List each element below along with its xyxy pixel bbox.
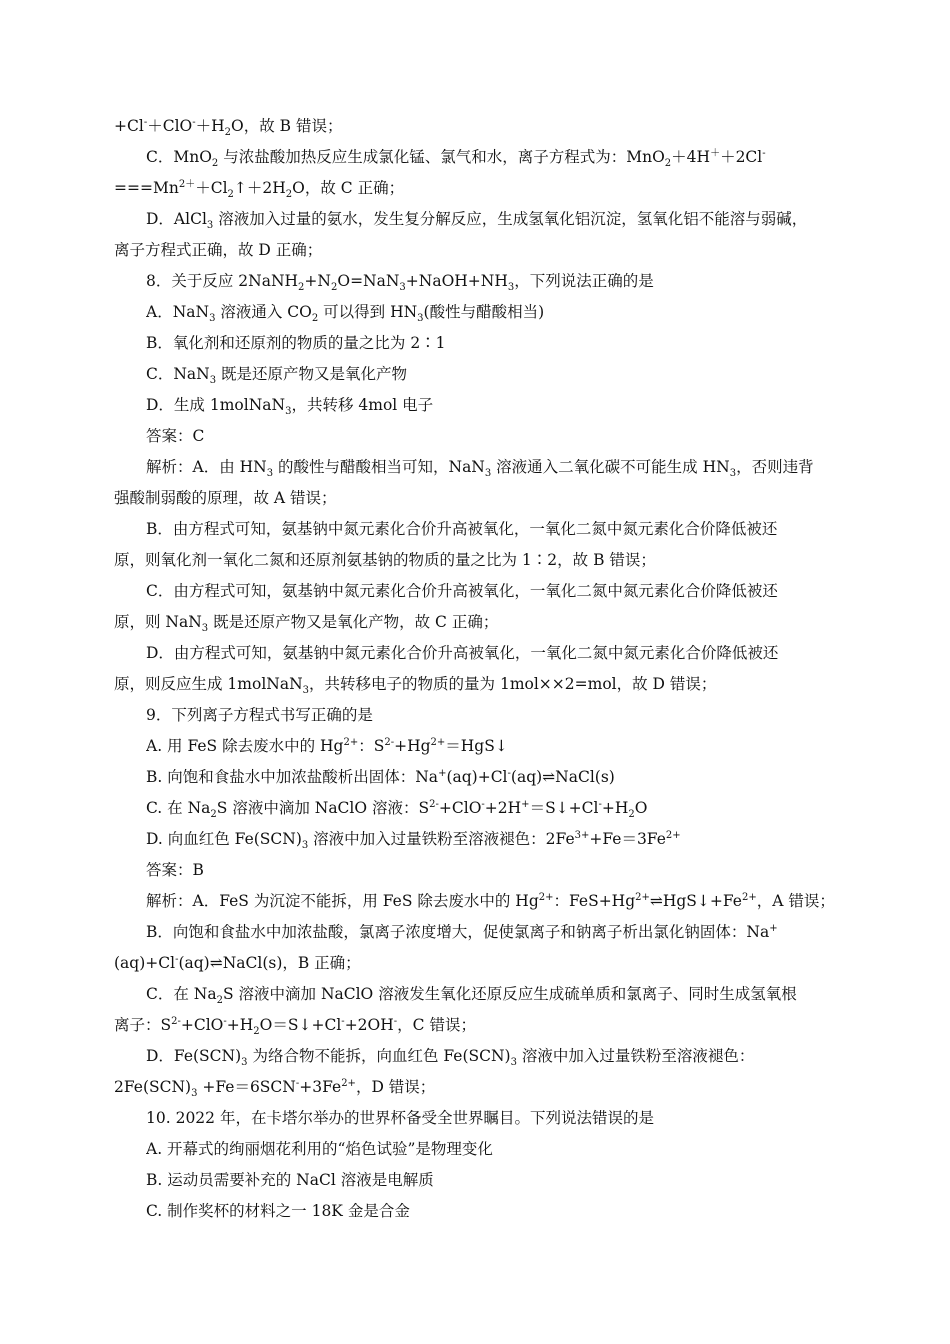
analysis-line: 原，则 NaN$_3$ 既是还原产物又是氧化产物，故 C 正确； (114, 613, 499, 635)
text-line: C．MnO$_2$ 与浓盐酸加热反应生成氯化锰、氯气和水，离子方程式为：MnO$_2$＋4H＋＋2Cl- (146, 147, 766, 170)
analysis-line: 解析：A．由 $HN_3$ 的酸性与醋酸相当可知，NaN$_3$ 溶液通入二氧化碳不可能生成 $HN_3$，否则违背 (146, 458, 814, 480)
analysis-line: D．由方程式可知，氨基钠中氮元素化合价升高被氧化，一氧化二氮中氮元素化合价降低被还 (146, 644, 779, 662)
text-line: D．AlCl$_3$ 溶液加入过量的氨水，发生复分解反应，生成氢氧化铝沉淀，氢氧化铝不能溶与弱碱， (146, 210, 808, 232)
answer: 答案：C (146, 427, 205, 445)
option-a: A．NaN$_3$ 溶液通入 $CO_2$ 可以得到 $HN_3$(酸性与醋酸相当) (146, 303, 545, 325)
option-d: D．生成 1molNaN$_3$，共转移 4mol 电子 (146, 396, 434, 418)
analysis-line: B．向饱和食盐水中加浓盐酸，氯离子浓度增大，促使氯离子和钠离子析出氯化钠固体：Na+ (146, 922, 778, 941)
analysis-line: 原，则氧化剂一氧化二氮和还原剂氨基钠的物质的量之比为 1∶2，故 B 错误； (114, 551, 656, 569)
question-9: 9．下列离子方程式书写正确的是 (146, 706, 373, 724)
text-line: $===Mn^{2+}+Cl_2↑+2H_2O$，故 C 正确； (114, 178, 405, 201)
analysis-line: 强酸制弱酸的原理，故 A 错误； (114, 489, 337, 507)
option-b: B．氧化剂和还原剂的物质的量之比为 2∶1 (146, 334, 446, 352)
text-line: 离子方程式正确，故 D 正确； (114, 241, 323, 259)
answer: 答案：B (146, 861, 204, 879)
analysis-line: 离子：$S^{2-}+ClO^-+H_2O=S↓+Cl^-+2OH^-$，C 错误； (114, 1015, 476, 1038)
analysis-line: 原，则反应生成 1molNaN$_3$，共转移电子的物质的量为 1mol××2=mol，故 D 错误； (114, 675, 717, 697)
option-b: B. 运动员需要补充的 NaCl 溶液是电解质 (146, 1171, 434, 1189)
analysis-line: 解析：A．FeS 为沉淀不能拆，用 FeS 除去废水中的 $Hg^{2+}$：$FeS+Hg^{2+}\rightleftharpoons HgS↓+Fe^{2+}$，A 错误； (146, 891, 835, 910)
analysis-line: C．由方程式可知，氨基钠中氮元素化合价升高被氧化，一氧化二氮中氮元素化合价降低被还 (146, 582, 778, 600)
option-a: A. 用 FeS 除去废水中的 $Hg^{2+}$：$S^{2-}+Hg^{2+}=HgS↓$ (146, 736, 508, 755)
option-d: D. 向血红色 $Fe(SCN)_3$ 溶液中加入过量铁粉至溶液褪色：$2Fe^{3+}+Fe=3Fe^{2+}$ (146, 829, 681, 852)
option-c: C. 在 $Na_2S$ 溶液中滴加 NaClO 溶液：$S^{2-}+ClO^-+2H^+=S↓+Cl^-+H_2O$ (146, 798, 648, 821)
option-a: A. 开幕式的绚丽烟花利用的“焰色试验”是物理变化 (146, 1140, 493, 1158)
analysis-line: C．在 $Na_2S$ 溶液中滴加 NaClO 溶液发生氧化还原反应生成硫单质和氯离子、同时生成氢氧根 (146, 985, 797, 1007)
analysis-line: D．$Fe(SCN)_3$ 为络合物不能拆，向血红色 $Fe(SCN)_3$ 溶液中加入过量铁粉至溶液褪色： (146, 1047, 755, 1069)
question-8: 8．关于反应 $2NaNH_2+N_2O=NaN_3+NaOH+NH_3$，下列说法正确的是 (146, 272, 654, 294)
option-c: C. 制作奖杯的材料之一 18K 金是合金 (146, 1202, 410, 1220)
question-10: 10. 2022 年，在卡塔尔举办的世界杯备受全世界瞩目。下列说法错误的是 (146, 1109, 654, 1127)
option-c: C．NaN$_3$ 既是还原产物又是氧化产物 (146, 365, 408, 387)
analysis-line: $2Fe(SCN)_3 +Fe=6SCN^-+3Fe^{2+}$，D 错误； (114, 1077, 436, 1100)
option-b: B. 向饱和食盐水中加浓盐酸析出固体：Na+(aq)+Cl-(aq)⇌NaCl(s) (146, 767, 615, 786)
analysis-line: (aq)+Cl-(aq)⇌NaCl(s)，B 正确； (114, 953, 361, 972)
text-line: $+Cl^-+ClO^-+H_2O$，故 B 错误； (114, 116, 343, 139)
analysis-line: B．由方程式可知，氨基钠中氮元素化合价升高被氧化，一氧化二氮中氮元素化合价降低被还 (146, 520, 778, 538)
